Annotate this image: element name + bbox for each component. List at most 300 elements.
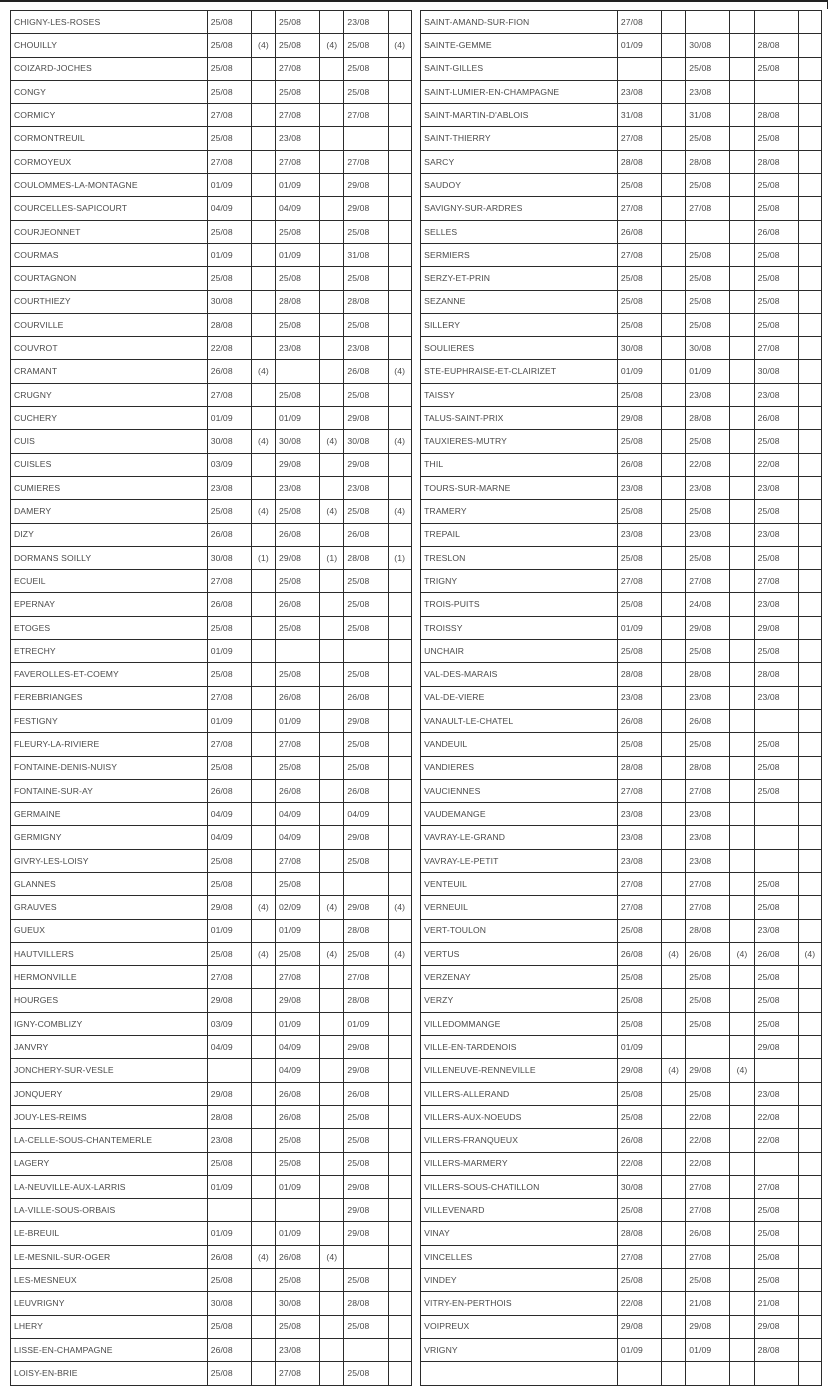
date-cell: 04/09 [276,1036,320,1059]
date-cell: 27/08 [276,733,320,756]
note-cell [388,733,411,756]
note-cell [798,523,821,546]
column-gap [411,663,420,686]
table-row [11,453,822,476]
column-gap [411,383,420,406]
date-cell: 28/08 [344,546,388,569]
note-cell [320,360,344,383]
note-cell [730,80,754,103]
note-cell [730,803,754,826]
date-cell: 22/08 [686,1152,730,1175]
date-cell: 22/08 [617,1152,661,1175]
date-cell: 23/08 [754,593,798,616]
note-cell [730,1129,754,1152]
commune-name-cell: FESTIGNY [11,709,208,732]
commune-name-cell: SAVIGNY-SUR-ARDRES [421,197,618,220]
date-cell: 28/08 [754,1338,798,1361]
note-cell [662,523,686,546]
note-cell: (4) [320,500,344,523]
note-cell [388,290,411,313]
note-cell [320,150,344,173]
date-cell: 25/08 [617,546,661,569]
commune-name-cell: JONQUERY [11,1082,208,1105]
commune-name-cell: CUIS [11,430,208,453]
date-cell: 26/08 [686,1222,730,1245]
note-cell [320,1199,344,1222]
date-cell: 25/08 [754,872,798,895]
note-cell [320,127,344,150]
note-cell [320,80,344,103]
date-cell: 29/08 [617,407,661,430]
note-cell [388,1012,411,1035]
table-row [11,197,822,220]
date-cell: 25/08 [617,1082,661,1105]
note-cell [662,430,686,453]
commune-name-cell: VILLERS-MARMERY [421,1152,618,1175]
date-cell: 25/08 [686,57,730,80]
table-row [11,407,822,430]
date-cell: 04/09 [344,803,388,826]
note-cell: (4) [251,360,275,383]
date-cell: 27/08 [617,11,661,34]
note-cell [251,220,275,243]
note-cell [320,1315,344,1338]
note-cell [388,966,411,989]
column-gap [411,1152,420,1175]
note-cell [662,1269,686,1292]
column-gap [411,1269,420,1292]
note-cell [251,1012,275,1035]
note-cell: (4) [662,1059,686,1082]
column-gap [411,80,420,103]
column-gap [411,1175,420,1198]
note-cell [320,1036,344,1059]
date-cell: 25/08 [207,849,251,872]
date-cell: 23/08 [617,803,661,826]
note-cell [320,290,344,313]
note-cell [798,1362,821,1385]
note-cell [662,476,686,499]
date-cell [276,640,320,663]
date-cell: 27/08 [617,197,661,220]
note-cell [320,407,344,430]
date-cell: 27/08 [754,570,798,593]
commune-name-cell: SEZANNE [421,290,618,313]
commune-name-cell: TRIGNY [421,570,618,593]
commune-name-cell: SILLERY [421,313,618,336]
note-cell [388,1315,411,1338]
note-cell [251,267,275,290]
note-cell [662,872,686,895]
note-cell [798,989,821,1012]
date-cell: 29/08 [344,174,388,197]
date-cell: 31/08 [686,104,730,127]
note-cell [798,1036,821,1059]
note-cell [388,640,411,663]
table-row [11,127,822,150]
column-gap [411,430,420,453]
note-cell [320,709,344,732]
note-cell [798,686,821,709]
note-cell: (4) [251,34,275,57]
table-row [11,150,822,173]
date-cell: 25/08 [207,267,251,290]
date-cell: 04/09 [207,803,251,826]
date-cell: 27/08 [617,872,661,895]
commune-name-cell: SAINT-AMAND-SUR-FION [421,11,618,34]
date-cell: 27/08 [207,966,251,989]
note-cell [251,709,275,732]
date-cell: 25/08 [617,919,661,942]
date-cell: 25/08 [344,593,388,616]
date-cell: 23/08 [617,849,661,872]
note-cell [798,127,821,150]
date-cell: 25/08 [207,942,251,965]
date-cell: 23/08 [276,476,320,499]
column-gap [411,989,420,1012]
note-cell [730,966,754,989]
note-cell [798,476,821,499]
note-cell [320,989,344,1012]
commune-name-cell: FLEURY-LA-RIVIERE [11,733,208,756]
date-cell: 01/09 [207,1175,251,1198]
note-cell [388,1222,411,1245]
date-cell: 25/08 [754,733,798,756]
commune-name-cell: COURJEONNET [11,220,208,243]
note-cell [388,756,411,779]
note-cell: (1) [388,546,411,569]
date-cell: 23/08 [344,337,388,360]
date-cell [754,849,798,872]
commune-name-cell: HOURGES [11,989,208,1012]
note-cell [798,313,821,336]
note-cell [730,11,754,34]
note-cell [251,640,275,663]
table-row [11,104,822,127]
note-cell [662,243,686,266]
note-cell [730,337,754,360]
date-cell: 27/08 [754,337,798,360]
date-cell: 23/08 [207,476,251,499]
note-cell [388,1082,411,1105]
note-cell [251,779,275,802]
note-cell [320,1362,344,1385]
commune-name-cell: LISSE-EN-CHAMPAGNE [11,1338,208,1361]
table-row [11,779,822,802]
date-cell: 25/08 [207,1152,251,1175]
note-cell [798,34,821,57]
date-cell: 29/08 [754,1315,798,1338]
commune-name-cell: LA-VILLE-SOUS-ORBAIS [11,1199,208,1222]
date-cell: 01/09 [207,407,251,430]
date-cell: 30/08 [207,1292,251,1315]
date-cell: 29/08 [617,1059,661,1082]
commune-name-cell: TROIS-PUITS [421,593,618,616]
commune-name-cell: VERZENAY [421,966,618,989]
note-cell [730,383,754,406]
date-cell: 25/08 [754,1269,798,1292]
date-cell: 27/08 [617,243,661,266]
date-cell: 26/08 [344,360,388,383]
commune-name-cell: COURTHIEZY [11,290,208,313]
date-cell: 25/08 [344,616,388,639]
note-cell [798,290,821,313]
date-cell: 04/09 [276,803,320,826]
table-row [11,11,822,34]
commune-name-cell: CRAMANT [11,360,208,383]
note-cell [662,709,686,732]
date-cell: 29/08 [276,989,320,1012]
date-cell: 29/08 [207,1082,251,1105]
date-cell: 23/08 [276,1338,320,1361]
date-cell: 28/08 [276,290,320,313]
table-row [11,1292,822,1315]
note-cell [388,1338,411,1361]
date-cell: 23/08 [617,826,661,849]
date-cell: 29/08 [754,1036,798,1059]
table-row [11,360,822,383]
note-cell [251,313,275,336]
note-cell [251,803,275,826]
date-cell: 25/08 [276,1129,320,1152]
note-cell [388,1059,411,1082]
column-gap [411,267,420,290]
date-cell: 26/08 [276,686,320,709]
note-cell [251,1129,275,1152]
note-cell [388,267,411,290]
date-cell: 25/08 [276,80,320,103]
date-cell: 23/08 [754,686,798,709]
date-cell: 27/08 [686,779,730,802]
date-cell: 25/08 [754,546,798,569]
date-cell: 25/08 [617,500,661,523]
column-gap [411,57,420,80]
date-cell: 25/08 [754,267,798,290]
note-cell: (4) [320,430,344,453]
date-cell: 29/08 [617,1315,661,1338]
date-cell: 25/08 [686,640,730,663]
note-cell [798,1082,821,1105]
date-cell [344,127,388,150]
commune-name-cell: CHOUILLY [11,34,208,57]
note-cell [662,663,686,686]
note-cell: (4) [388,896,411,919]
note-cell [730,476,754,499]
note-cell [388,709,411,732]
note-cell [251,1036,275,1059]
note-cell [662,337,686,360]
note-cell [798,197,821,220]
commune-name-cell: SOULIERES [421,337,618,360]
date-cell: 27/08 [207,570,251,593]
note-cell [730,500,754,523]
date-cell: 30/08 [754,360,798,383]
date-cell: 25/08 [686,127,730,150]
date-cell: 29/08 [276,453,320,476]
note-cell: (4) [320,896,344,919]
note-cell [730,1222,754,1245]
column-gap [411,127,420,150]
date-cell: 27/08 [686,1245,730,1268]
date-cell: 29/08 [344,1175,388,1198]
date-cell: 29/08 [344,1059,388,1082]
note-cell [251,197,275,220]
note-cell [798,849,821,872]
note-cell [730,1199,754,1222]
commune-name-cell: VERTUS [421,942,618,965]
date-cell: 22/08 [207,337,251,360]
commune-name-cell: DIZY [11,523,208,546]
date-cell: 29/08 [686,616,730,639]
commune-name-cell: FONTAINE-DENIS-NUISY [11,756,208,779]
note-cell [730,896,754,919]
date-cell [207,1199,251,1222]
note-cell [730,1292,754,1315]
note-cell [662,104,686,127]
date-cell: 25/08 [617,733,661,756]
commune-name-cell: TRAMERY [421,500,618,523]
note-cell [388,803,411,826]
note-cell [730,570,754,593]
note-cell: (4) [320,34,344,57]
date-cell: 25/08 [617,1105,661,1128]
column-gap [411,1059,420,1082]
date-cell: 25/08 [276,313,320,336]
commune-name-cell: COULOMMES-LA-MONTAGNE [11,174,208,197]
note-cell [662,849,686,872]
note-cell [798,80,821,103]
date-cell: 29/08 [344,1222,388,1245]
commune-name-cell: VAVRAY-LE-PETIT [421,849,618,872]
note-cell [798,57,821,80]
commune-name-cell: CHIGNY-LES-ROSES [11,11,208,34]
note-cell [251,826,275,849]
date-cell: 22/08 [617,1292,661,1315]
harvest-dates-table [10,10,822,1386]
column-gap [411,220,420,243]
date-cell: 25/08 [754,127,798,150]
note-cell [388,337,411,360]
commune-name-cell: VILLERS-ALLERAND [421,1082,618,1105]
note-cell [662,267,686,290]
note-cell [730,243,754,266]
commune-name-cell: SERMIERS [421,243,618,266]
note-cell [251,407,275,430]
date-cell: 30/08 [617,337,661,360]
note-cell [662,1036,686,1059]
note-cell: (4) [320,942,344,965]
table-row [11,57,822,80]
note-cell [388,80,411,103]
date-cell: 26/08 [617,709,661,732]
commune-name-cell: LA-NEUVILLE-AUX-LARRIS [11,1175,208,1198]
date-cell: 23/08 [686,803,730,826]
commune-name-cell: DORMANS SOILLY [11,546,208,569]
note-cell [388,663,411,686]
commune-name-cell: GUEUX [11,919,208,942]
date-cell: 25/08 [754,500,798,523]
note-cell [251,570,275,593]
note-cell [320,919,344,942]
commune-name-cell: JANVRY [11,1036,208,1059]
commune-name-cell: VINAY [421,1222,618,1245]
note-cell [730,1245,754,1268]
commune-name-cell: VINDEY [421,1269,618,1292]
note-cell [798,570,821,593]
note-cell [320,523,344,546]
note-cell [388,872,411,895]
date-cell [686,1036,730,1059]
commune-name-cell: TALUS-SAINT-PRIX [421,407,618,430]
date-cell: 25/08 [344,313,388,336]
date-cell: 23/08 [754,523,798,546]
note-cell [320,337,344,360]
commune-name-cell: VANDEUIL [421,733,618,756]
date-cell: 28/08 [686,756,730,779]
column-gap [411,919,420,942]
date-cell: 03/09 [207,453,251,476]
note-cell [662,383,686,406]
note-cell [388,220,411,243]
note-cell [798,1222,821,1245]
note-cell [320,313,344,336]
commune-name-cell: SAINT-GILLES [421,57,618,80]
commune-name-cell: LHERY [11,1315,208,1338]
note-cell [662,593,686,616]
date-cell: 25/08 [686,267,730,290]
date-cell: 25/08 [617,383,661,406]
date-cell: 25/08 [207,80,251,103]
date-cell: 23/08 [686,686,730,709]
date-cell: 29/08 [344,407,388,430]
commune-name-cell: SAINT-MARTIN-D'ABLOIS [421,104,618,127]
date-cell: 26/08 [276,779,320,802]
table-row [11,220,822,243]
note-cell: (4) [251,500,275,523]
column-gap [411,709,420,732]
commune-name-cell: VANAULT-LE-CHATEL [421,709,618,732]
date-cell: 23/08 [754,383,798,406]
note-cell [662,360,686,383]
note-cell [320,849,344,872]
note-cell [251,1082,275,1105]
note-cell: (4) [251,1245,275,1268]
commune-name-cell: JOUY-LES-REIMS [11,1105,208,1128]
date-cell: 25/08 [207,500,251,523]
note-cell [662,989,686,1012]
commune-name-cell: GERMIGNY [11,826,208,849]
note-cell [320,57,344,80]
commune-name-cell: VILLE-EN-TARDENOIS [421,1036,618,1059]
table-row [11,966,822,989]
column-gap [411,476,420,499]
date-cell: 25/08 [276,663,320,686]
date-cell: 26/08 [686,942,730,965]
date-cell: 23/08 [686,383,730,406]
column-gap [411,686,420,709]
date-cell: 25/08 [754,243,798,266]
date-cell: 28/08 [686,663,730,686]
note-cell [662,1082,686,1105]
note-cell [662,686,686,709]
note-cell [662,826,686,849]
column-gap [411,756,420,779]
note-cell [798,1152,821,1175]
note-cell [251,57,275,80]
date-cell: 26/08 [276,593,320,616]
date-cell [344,640,388,663]
date-cell: 28/08 [207,313,251,336]
